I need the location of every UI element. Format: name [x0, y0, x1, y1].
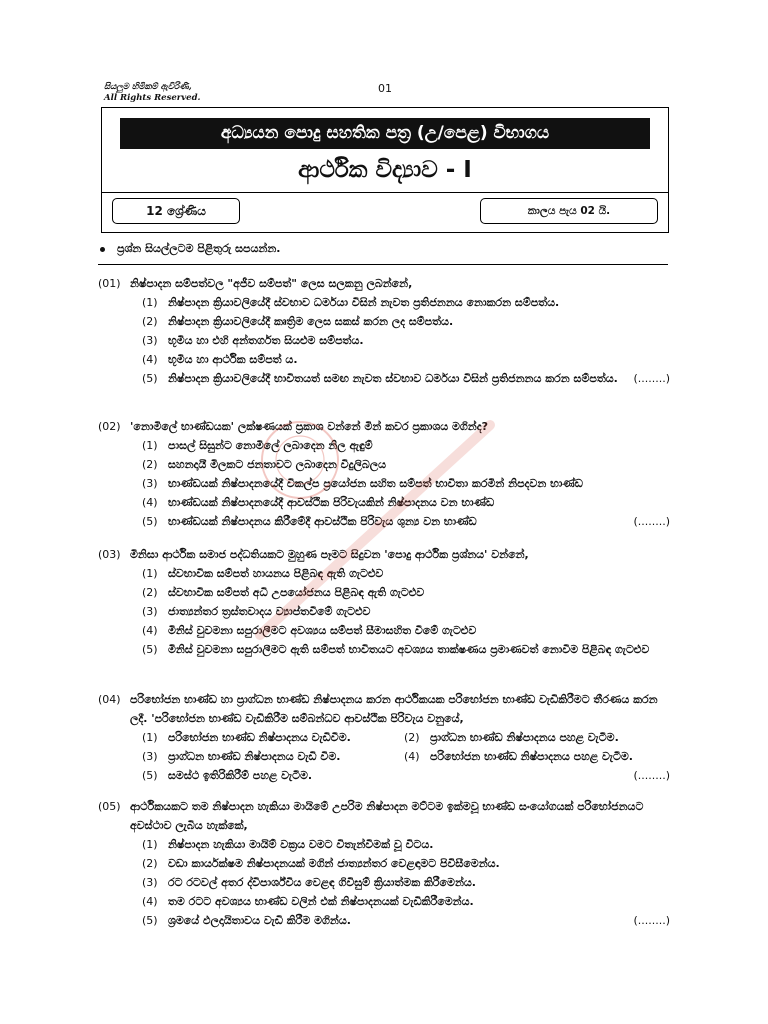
option-number: (2) [142, 458, 158, 471]
option-number: (3) [142, 750, 158, 763]
option-text: මිනිස් වුවමනා සපුරාලීමට අවශ්‍යය සම්පත් සීමාසහිත වීමේ ගැටළුව [168, 624, 477, 637]
option-number: (3) [142, 334, 158, 347]
option-number: (2) [142, 857, 158, 870]
option-text: පාසල් සිසුන්ට නොමිලේ ලබාදෙන නිල ඇඳුම් [168, 439, 373, 452]
question-1 [98, 274, 670, 388]
option-number: (5) [142, 914, 158, 927]
option [98, 564, 670, 583]
option [98, 350, 670, 369]
exam-header [101, 107, 669, 233]
option-number: (2) [142, 315, 158, 328]
copyright-notice [104, 82, 201, 104]
option-number: (3) [142, 876, 158, 889]
option [98, 436, 670, 455]
option [98, 766, 670, 785]
option [98, 911, 670, 930]
question-text: ආර්ථිකයකට තම නිෂ්පාදන හැකියා මායිමේ උපරිම නිෂ්පාදන මට්ටම ඉක්මවූ භාණ්ඩ සංයෝගයක් පරිභෝජනයට අවස්ථාව ලැබිය හැක්කේ, [130, 800, 644, 832]
option [142, 747, 404, 766]
option [98, 621, 670, 640]
option-text: නිෂ්පාදන ක්‍රියාවලියේදී ස්වභාව ධර්මයා විසින් නැවත ප්‍රතිජනනය නොකරන සම්පත්ය. [168, 296, 560, 309]
question-text: නිෂ්පාදන සම්පත්වල "අජීව සම්පත්" ලෙස සලකනු ලබන්නේ, [130, 277, 413, 290]
option-number: (1) [142, 838, 158, 851]
answer-blank: (........) [633, 372, 670, 385]
option-number: (5) [142, 515, 158, 528]
bullet-icon [100, 247, 105, 252]
page-number: 01 [378, 82, 392, 95]
option [98, 640, 670, 659]
option [98, 873, 670, 892]
option [98, 331, 670, 350]
question-number: (05) [98, 800, 121, 813]
option-row [98, 728, 670, 747]
option [98, 369, 670, 388]
answer-blank: (........) [633, 914, 670, 927]
option-text: ශ්‍රමයේ ඵලදායිතාවය වැඩි කිරීම මගින්ය. [168, 914, 351, 927]
option-text: රට රටවල් අතර ද්විපාර්ශ්වීය වෙළඳ ගිවිසුම් ක්‍රියාත්මක කිරීමෙන්ය. [168, 876, 476, 889]
option [98, 892, 670, 911]
answer-blank: (........) [633, 515, 670, 528]
option-number: (4) [404, 750, 420, 763]
question-3 [98, 545, 670, 659]
instruction-text: ප්‍රශ්න සියල්ලටම පිළිතුරු සපයන්න. [117, 242, 281, 255]
question-number: (02) [98, 420, 121, 433]
option-number: (1) [142, 567, 158, 580]
question-number: (01) [98, 277, 121, 290]
option-text: නිෂ්පාදන හැකියා මායිම් වක්‍රය වමට විතැන්වීමක් වූ විටය. [168, 838, 434, 851]
option-text: වඩා කාර්යක්ෂම නිෂ්පාදනයක් මගින් ජාත්‍යන්තර වෙළඳාමට පිවිසීමෙන්ය. [168, 857, 500, 870]
option-text: ප්‍රාග්ධන භාණ්ඩ නිෂ්පාදනය පහළ වැටීම. [430, 731, 619, 744]
option-text: ස්වභාවික සම්පත් අධි උපයෝජනය පිළිබඳ ඇති ගැටළුව [168, 586, 425, 599]
option-text: මිනිස් වුවමනා සපුරාලීමට ඇති සම්පත් භාවිතයට අවශ්‍යය තාක්ෂණය ප්‍රමාණවත් නොවීම පිළිබඳ ගැටළුව [168, 643, 650, 656]
question-5 [98, 797, 670, 930]
option-number: (1) [142, 731, 158, 744]
option [98, 583, 670, 602]
option-number: (2) [404, 731, 420, 744]
time-label: කාලය පැය 02 යි. [480, 198, 658, 224]
question-number: (04) [98, 693, 121, 706]
option-number: (1) [142, 296, 158, 309]
option [142, 728, 404, 747]
option-text: භාණ්ඩයක් නිෂ්පාදනය කිරීමේදී ආවස්ථික පිරිවැය ශුන්‍ය වන භාණ්ඩ [168, 515, 477, 528]
subject-title: ආර්ථික විද්‍යාව - I [298, 157, 472, 183]
option [98, 474, 670, 493]
option [98, 835, 670, 854]
option [98, 512, 670, 531]
option-text: ප්‍රාග්ධන භාණ්ඩ නිෂ්පාදනය වැඩි වීම. [168, 750, 341, 763]
option-text: පරිභෝජන භාණ්ඩ නිෂ්පාදනය වැඩිවීම. [168, 731, 351, 744]
option-text: භාණ්ඩයක් නිෂ්පාදනයේදී ආවස්ථික පිරිවැයකින් නිෂ්පාදනය වන භාණ්ඩ [168, 496, 495, 509]
option [98, 854, 670, 873]
option [98, 602, 670, 621]
question-number: (03) [98, 548, 121, 561]
option-text: තම රටට අවශ්‍යය භාණ්ඩ වලින් එක් නිෂ්පාදනයක් වැඩිකිරීමෙන්ය. [168, 895, 474, 908]
option-text: සහනදායී මිලකට ජනතාවට ලබාදෙන විදුලිබලය [168, 458, 387, 471]
option [404, 728, 666, 747]
option-text: භාණ්ඩයක් නිෂ්පාදනයේදී විකල්ප ප්‍රයෝජන සහිත සම්පත් භාවිතා කරමින් නිපදවන භාණ්ඩ [168, 477, 583, 490]
question-text: මිනිසා ආර්ථික සමාජ පද්ධතියකට මුහුණ පෑමට සිදුවන 'පොදු ආර්ථික ප්‍රශ්නය' වන්නේ, [130, 548, 529, 561]
question-2 [98, 417, 670, 531]
option-text: පරිභෝජන භාණ්ඩ නිෂ්පාදනය පහළ වැටීම. [430, 750, 633, 763]
copyright-line-english: All Rights Reserved. [104, 93, 201, 103]
copyright-line-sinhala: සියලුම හිමිකම් ඇවිරිණි, [104, 82, 192, 92]
option-text: ජාත්‍යන්තර ත්‍රස්තවාදය ව්‍යාප්තවීමේ ගැටළුව [168, 605, 371, 618]
option-number: (4) [142, 895, 158, 908]
option [98, 493, 670, 512]
option [98, 455, 670, 474]
option-number: (3) [142, 605, 158, 618]
option-number: (5) [142, 643, 158, 656]
option-text: ස්වභාවික සම්පත් හායනය පිළිබඳ ඇති ගැටළුව [168, 567, 384, 580]
option-text: නිෂ්පාදන ක්‍රියාවලියේදී භාවිතයත් සමඟ නැවත ස්වභාව ධර්මයා විසින් ප්‍රතිජනනය කරන සම්පත්ය. [168, 372, 618, 385]
instruction [100, 241, 280, 257]
option [98, 312, 670, 331]
option-number: (1) [142, 439, 158, 452]
question-text: පරිභෝජන භාණ්ඩ හා ප්‍රාග්ධන භාණ්ඩ නිෂ්පාදනය කරන ආර්ථිකයක පරිභෝජන භාණ්ඩ වැඩිකිරීමට තීරණය කරන ලදී. 'පරිභෝජන භාණ්ඩ වැඩිකිරීම සම්බන්ධව ආවස්ථික පිරිවැය වනුයේ, [130, 693, 658, 725]
option-number: (5) [142, 372, 158, 385]
option [404, 747, 666, 766]
department-title: අධ්‍යයන පොදු සහතික පත්‍ර (උ/පෙළ) විභාගය [120, 118, 650, 149]
option-text: නිෂ්පාදන ක්‍රියාවලියේදී කෘත්‍රිම ලෙස සකස් කරන ලද සම්පත්ය. [168, 315, 454, 328]
option-text: සමස්ථ ඉතිරිකිරීම් පහළ වැටීම. [168, 769, 313, 782]
option-text: භූමිය හා ආර්ථික සම්පත් ය. [168, 353, 298, 366]
option-number: (3) [142, 477, 158, 490]
question-4 [98, 690, 670, 785]
header-divider [102, 192, 668, 193]
option-row [98, 747, 670, 766]
grade-label: 12 ශ්‍රේණිය [112, 198, 240, 224]
answer-blank: (........) [633, 769, 670, 782]
option-number: (4) [142, 496, 158, 509]
option-text: භූමිය හා එහි අන්තර්ගත සියළුම සම්පත්ය. [168, 334, 364, 347]
option-number: (4) [142, 624, 158, 637]
option-number: (5) [142, 769, 158, 782]
option [98, 293, 670, 312]
question-text: 'නොමිලේ භාණ්ඩයක' ලක්ෂණයක් ප්‍රකාශ වන්නේ මින් කවර ප්‍රකාශය මගින්ද? [130, 420, 488, 433]
option-number: (2) [142, 586, 158, 599]
option-number: (4) [142, 353, 158, 366]
header-rule [98, 264, 668, 265]
